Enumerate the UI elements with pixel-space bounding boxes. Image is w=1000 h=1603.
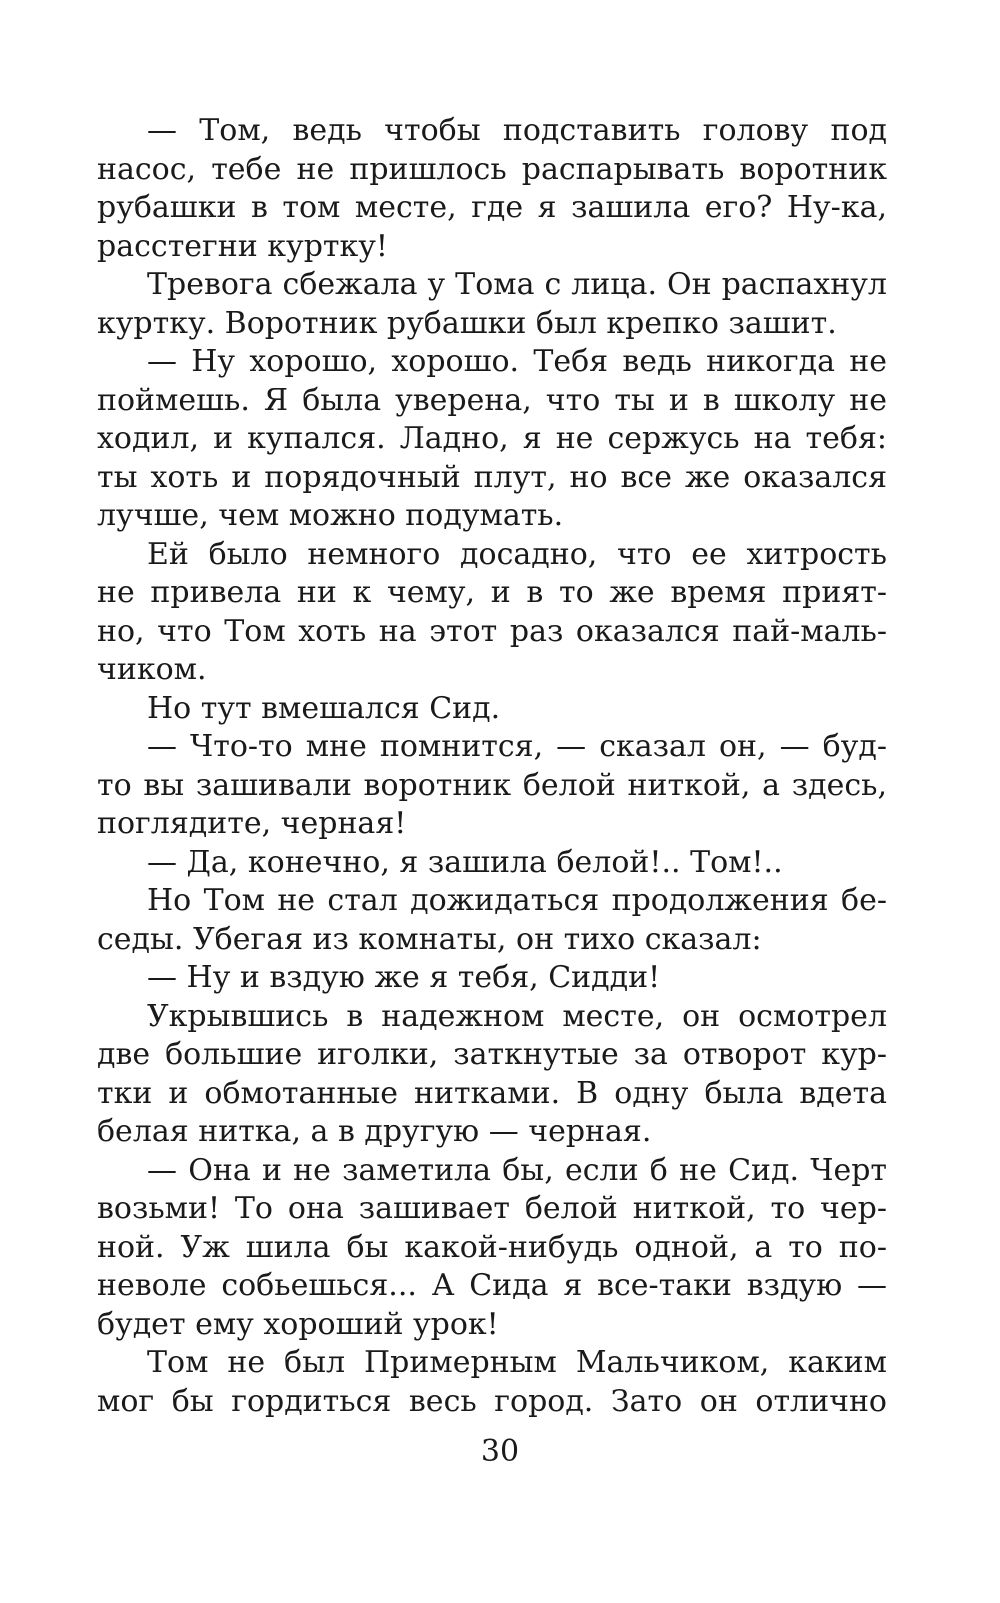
text-line: Укрывшись в надежном месте, он осмотрел [147, 998, 887, 1034]
paragraph [97, 1152, 887, 1345]
text-line: не привела ни к чему, и в то же время прият- [97, 575, 887, 610]
text-line: поймешь. Я была уверена, что ты и в школу не [97, 382, 887, 418]
paragraph [97, 959, 887, 998]
paragraph [97, 536, 887, 690]
text-line: две большие иголки, заткнутые за отворот кур- [97, 1037, 887, 1072]
text-line: поглядите, черная! [97, 806, 407, 841]
text-line: — Что-то мне помнится, — сказал он, — буд- [147, 729, 887, 764]
text-line: белая нитка, а в другую — черная. [97, 1114, 652, 1149]
text-line: ной. Уж шила бы какой-нибудь одной, а то по- [97, 1229, 887, 1265]
text-line: — Да, конечно, я зашила белой!.. Том!.. [147, 844, 783, 880]
text-line: седы. Убегая из комнаты, он тихо сказал: [97, 921, 762, 957]
text-line: куртку. Воротник рубашки был крепко зашит. [97, 305, 837, 341]
text-line: — Она и не заметила бы, если б не Сид. Черт [147, 1152, 887, 1188]
text-line: лучше, чем можно подумать. [97, 498, 564, 533]
text-line: чиком. [97, 652, 207, 687]
text-line: ходил, и купался. Ладно, я не сержусь на тебя: [97, 421, 887, 456]
text-line: Ей было немного досадно, что ее хитрость [147, 536, 887, 572]
text-line: Том не был Примерным Мальчиком, каким [147, 1345, 887, 1380]
paragraph [97, 844, 887, 883]
paragraph [97, 728, 887, 844]
text-line: неволе собьешься... А Сида я все-таки вздую — [97, 1268, 887, 1303]
paragraph [97, 343, 887, 536]
page-number: 30 [480, 1434, 520, 1469]
text-line: расстегни куртку! [97, 228, 388, 264]
text-line: — Том, ведь чтобы подставить голову под [147, 113, 887, 148]
text-line: Но тут вмешался Сид. [147, 690, 501, 726]
text-line: — Ну и вздую же я тебя, Сидди! [147, 960, 661, 995]
paragraph [97, 998, 887, 1152]
paragraph [97, 266, 887, 343]
paragraph [97, 690, 887, 729]
text-line: Тревога сбежала у Тома с лица. Он распахнул [147, 267, 887, 302]
paragraph [97, 1344, 887, 1421]
text-line: насос, тебе не пришлось распарывать воротник [97, 151, 887, 187]
text-line: рубашки в том месте, где я зашила его? Ну-ка, [97, 190, 887, 225]
text-line: тки и обмотанные нитками. В одну была вдета [97, 1075, 887, 1111]
paragraph [97, 112, 887, 266]
text-line: Но Том не стал дожидаться продолжения бе- [147, 883, 887, 918]
text-line: но, что Том хоть на этот раз оказался пай-маль- [97, 613, 887, 649]
paragraph [97, 882, 887, 959]
text-line: то вы зашивали воротник белой ниткой, а здесь, [97, 767, 887, 803]
text-line: мог бы гордиться весь город. Зато он отлично [97, 1383, 887, 1419]
text-line: будет ему хороший урок! [97, 1306, 499, 1342]
text-line: возьми! То она зашивает белой ниткой, то чер- [97, 1191, 887, 1226]
text-line: — Ну хорошо, хорошо. Тебя ведь никогда не [147, 344, 887, 379]
text-line: ты хоть и порядочный плут, но все же оказался [97, 459, 887, 495]
book-page-text [97, 112, 887, 1421]
